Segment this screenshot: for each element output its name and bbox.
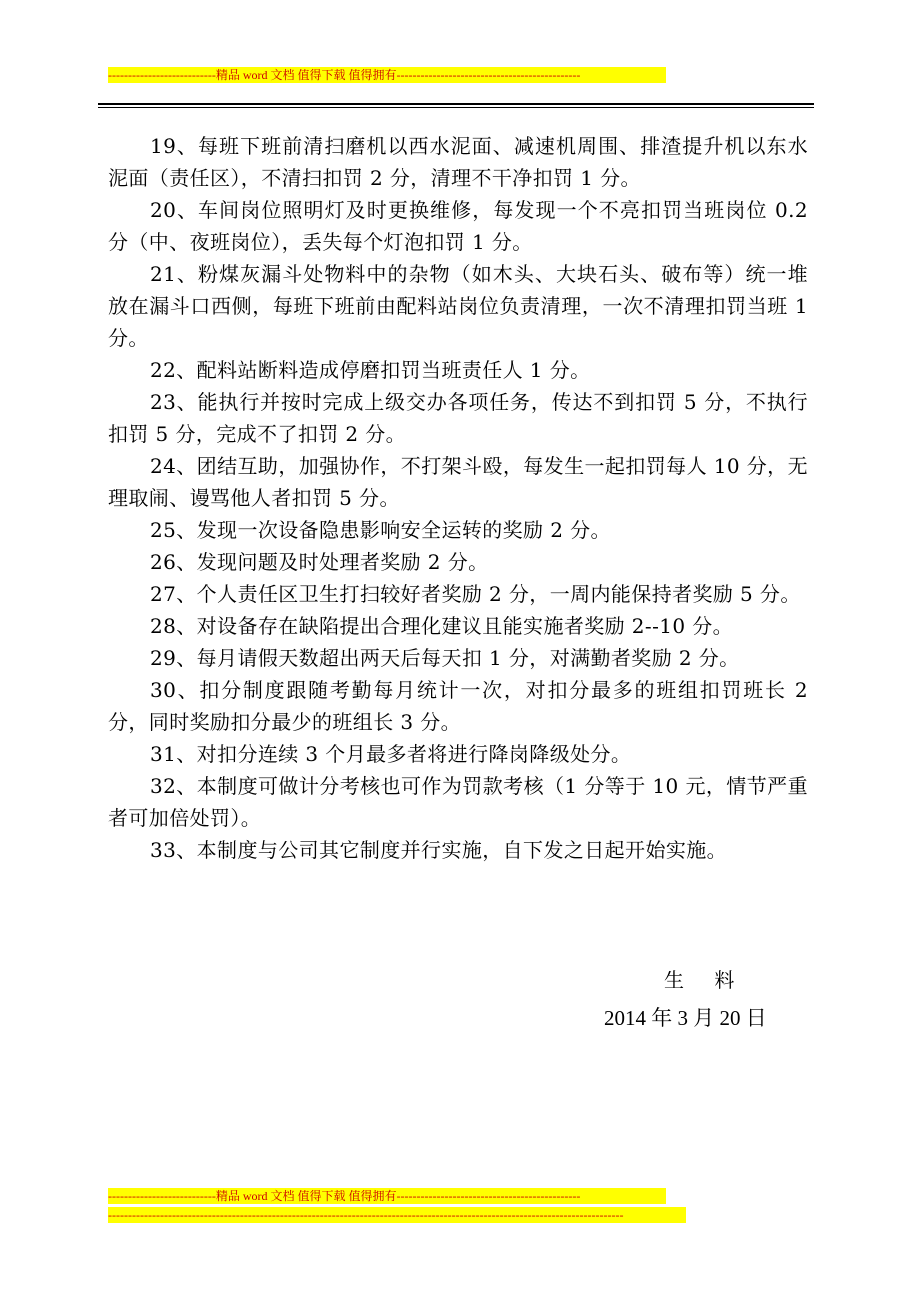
rule-item-29: 29、每月请假天数超出两天后每天扣 1 分，对满勤者奖励 2 分。 xyxy=(150,646,740,670)
header-watermark-banner: ---------------------------精品 word 文档 值得下载 值得拥有---------------------------------------------- xyxy=(108,67,666,83)
rule-item-33: 33、本制度与公司其它制度并行实施，自下发之日起开始实施。 xyxy=(150,838,728,862)
rule-item-31: 31、对扣分连续 3 个月最多者将进行降岗降级处分。 xyxy=(150,742,632,766)
rule-item-22: 22、配料站断料造成停磨扣罚当班责任人 1 分。 xyxy=(150,358,591,382)
rule-item-19: 19、每班下班前清扫磨机以西水泥面、减速机周围、排渣提升机以东水泥面（责任区），不清扫扣罚 2 分，清理不干净扣罚 1 分。 xyxy=(108,134,808,190)
rule-item-32: 32、本制度可做计分考核也可作为罚款考核（1 分等于 10 元，情节严重者可加倍处罚）。 xyxy=(108,774,808,830)
rule-item-25: 25、发现一次设备隐患影响安全运转的奖励 2 分。 xyxy=(150,518,611,542)
signature-department: 生 料 xyxy=(664,968,747,992)
rule-item-30: 30、扣分制度跟随考勤每月统计一次，对扣分最多的班组扣罚班长 2 分，同时奖励扣分最少的班组长 3 分。 xyxy=(108,678,808,734)
rule-item-20: 20、车间岗位照明灯及时更换维修，每发现一个不亮扣罚当班岗位 0.2 分（中、夜班岗位），丢失每个灯泡扣罚 1 分。 xyxy=(108,198,808,254)
rule-item-24: 24、团结互助，加强协作，不打架斗殴，每发生一起扣罚每人 10 分，无理取闹、谩骂他人者扣罚 5 分。 xyxy=(108,454,808,510)
footer-dash-line: --------------------------------------------------------------------------------------------------------------------------------- xyxy=(108,1207,686,1223)
rule-item-21: 21、粉煤灰漏斗处物料中的杂物（如木头、大块石头、破布等）统一堆放在漏斗口西侧，每班下班前由配料站岗位负责清理，一次不清理扣罚当班 1 分。 xyxy=(108,262,808,350)
footer-watermark-banner: ---------------------------精品 word 文档 值得下载 值得拥有---------------------------------------------- xyxy=(108,1188,666,1204)
signature-date: 2014 年 3 月 20 日 xyxy=(604,1006,767,1030)
rule-item-26: 26、发现问题及时处理者奖励 2 分。 xyxy=(150,550,489,574)
header-divider xyxy=(98,103,814,108)
rule-item-28: 28、对设备存在缺陷提出合理化建议且能实施者奖励 2--10 分。 xyxy=(150,614,734,638)
document-body xyxy=(108,130,808,866)
rule-item-23: 23、能执行并按时完成上级交办各项任务，传达不到扣罚 5 分，不执行扣罚 5 分，完成不了扣罚 2 分。 xyxy=(108,390,808,446)
rule-item-27: 27、个人责任区卫生打扫较好者奖励 2 分，一周内能保持者奖励 5 分。 xyxy=(150,582,801,606)
